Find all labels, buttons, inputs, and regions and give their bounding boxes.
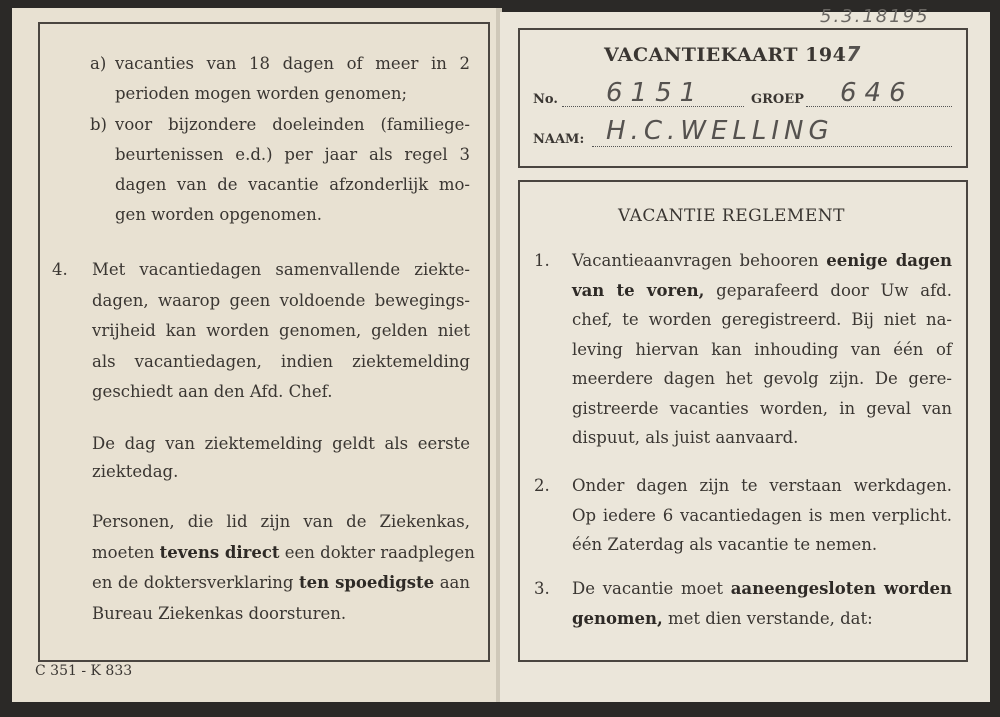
text: ziektedag. — [92, 462, 179, 481]
item-2-line — [572, 476, 952, 495]
item-b-line — [115, 205, 322, 224]
bold-text: eenige dagen — [826, 251, 952, 270]
text: Met vacantiedagen samenvallende ziekte- — [92, 260, 470, 279]
text: met dien verstande, dat: — [662, 608, 873, 628]
item-1-label: 1. — [534, 251, 550, 270]
text: dispuut, als juist aanvaard. — [572, 428, 799, 447]
item-b-line — [115, 175, 470, 194]
text: Bureau Ziekenkas doorsturen. — [92, 603, 347, 623]
bold-text: genomen, — [572, 608, 663, 628]
item-1-line — [572, 340, 952, 359]
no-label: No. — [533, 92, 558, 107]
text: beurtenissen e.d.) per jaar als regel 3 — [115, 145, 470, 164]
text: leving hiervan kan inhouding van één of — [572, 339, 952, 359]
item-b-label: b) — [90, 115, 107, 134]
text: Op iedere 6 vacantiedagen is men verplicht. — [572, 505, 952, 525]
text: vacanties van 18 dagen of meer in 2 — [115, 54, 470, 73]
item-4-line — [92, 382, 332, 401]
item-3-line — [572, 579, 952, 598]
item-2-line — [572, 506, 952, 525]
text: De dag van ziektemelding geldt als eerste — [92, 434, 470, 453]
text: Vacantieaanvragen behooren — [572, 251, 827, 270]
bold-text: tevens direct — [159, 542, 280, 562]
text: Onder dagen zijn te verstaan werkdagen. — [572, 476, 952, 495]
item-1-line — [572, 251, 952, 270]
personen-line — [92, 542, 475, 562]
text: De vacantie moet — [572, 579, 731, 598]
text: gen worden opgenomen. — [115, 205, 323, 224]
item-3-line — [572, 609, 873, 628]
personen-line — [92, 573, 470, 592]
text: een dokter raadplegen — [279, 542, 475, 562]
archive-number: 5.3.18195 — [820, 6, 930, 27]
item-4-line — [92, 260, 470, 279]
text: en de doktersverklaring — [92, 573, 299, 592]
text: aan — [434, 573, 470, 592]
item-1-line — [572, 310, 952, 329]
text: geparafeerd door Uw afd. — [704, 280, 952, 300]
personen-line — [92, 604, 346, 623]
item-4-label: 4. — [52, 260, 68, 279]
card-title: VACANTIEKAART 1947 — [604, 42, 861, 66]
text: moeten — [92, 542, 160, 562]
personen-line — [92, 512, 470, 531]
text: vrijheid kan worden genomen, gelden niet — [92, 321, 470, 340]
item-1-line — [572, 399, 952, 418]
text: perioden mogen worden genomen; — [115, 84, 408, 103]
bold-text: ten spoedigste — [298, 573, 435, 592]
text: geschiedt aan den Afd. Chef. — [92, 382, 333, 401]
item-a-label: a) — [90, 54, 107, 73]
item-b-line — [115, 145, 470, 164]
item-4-line — [92, 291, 470, 310]
item-b-line — [115, 115, 470, 134]
item-1-line — [572, 369, 952, 388]
naam-field-line — [592, 146, 952, 147]
text: voor bijzondere doeleinden (familiege- — [115, 115, 470, 134]
text: Personen, die lid zijn van de Ziekenkas, — [92, 512, 470, 531]
text: dagen van de vacantie afzonderlijk mo- — [115, 175, 470, 194]
groep-value: 646 — [840, 78, 914, 108]
text: chef, te worden geregistreerd. Bij niet na- — [572, 310, 952, 329]
item-1-line — [572, 428, 798, 447]
item-3-label: 3. — [534, 579, 550, 598]
item-4-line — [92, 352, 470, 371]
reglement-title: VACANTIE REGLEMENT — [618, 206, 845, 226]
ziektemelding-line — [92, 462, 178, 481]
text: één Zaterdag als vacantie te nemen. — [572, 535, 878, 554]
form-code: C 351 - K 833 — [35, 663, 133, 679]
naam-value: H.C.WELLING — [606, 116, 834, 146]
item-4-line — [92, 321, 470, 340]
text: meerdere dagen het gevolg zijn. De gere- — [572, 369, 952, 388]
item-2-line — [572, 535, 877, 554]
text: als vacantiedagen, indien ziektemelding — [92, 351, 470, 371]
naam-label: NAAM: — [533, 132, 585, 147]
item-a-line — [115, 54, 470, 73]
item-a-line — [115, 84, 407, 103]
text: dagen, waarop geen voldoende bewegings- — [92, 290, 470, 310]
ziektemelding-line — [92, 434, 470, 453]
groep-label: GROEP — [751, 92, 804, 107]
item-2-label: 2. — [534, 476, 550, 495]
no-value: 6151 — [606, 78, 705, 108]
bold-text: van te voren, — [572, 280, 705, 300]
text: gistreerde vacanties worden, in geval van — [572, 398, 952, 418]
bold-text: aaneengesloten worden — [730, 579, 952, 598]
year-handwritten: 7 — [846, 42, 861, 66]
item-1-line — [572, 281, 952, 300]
